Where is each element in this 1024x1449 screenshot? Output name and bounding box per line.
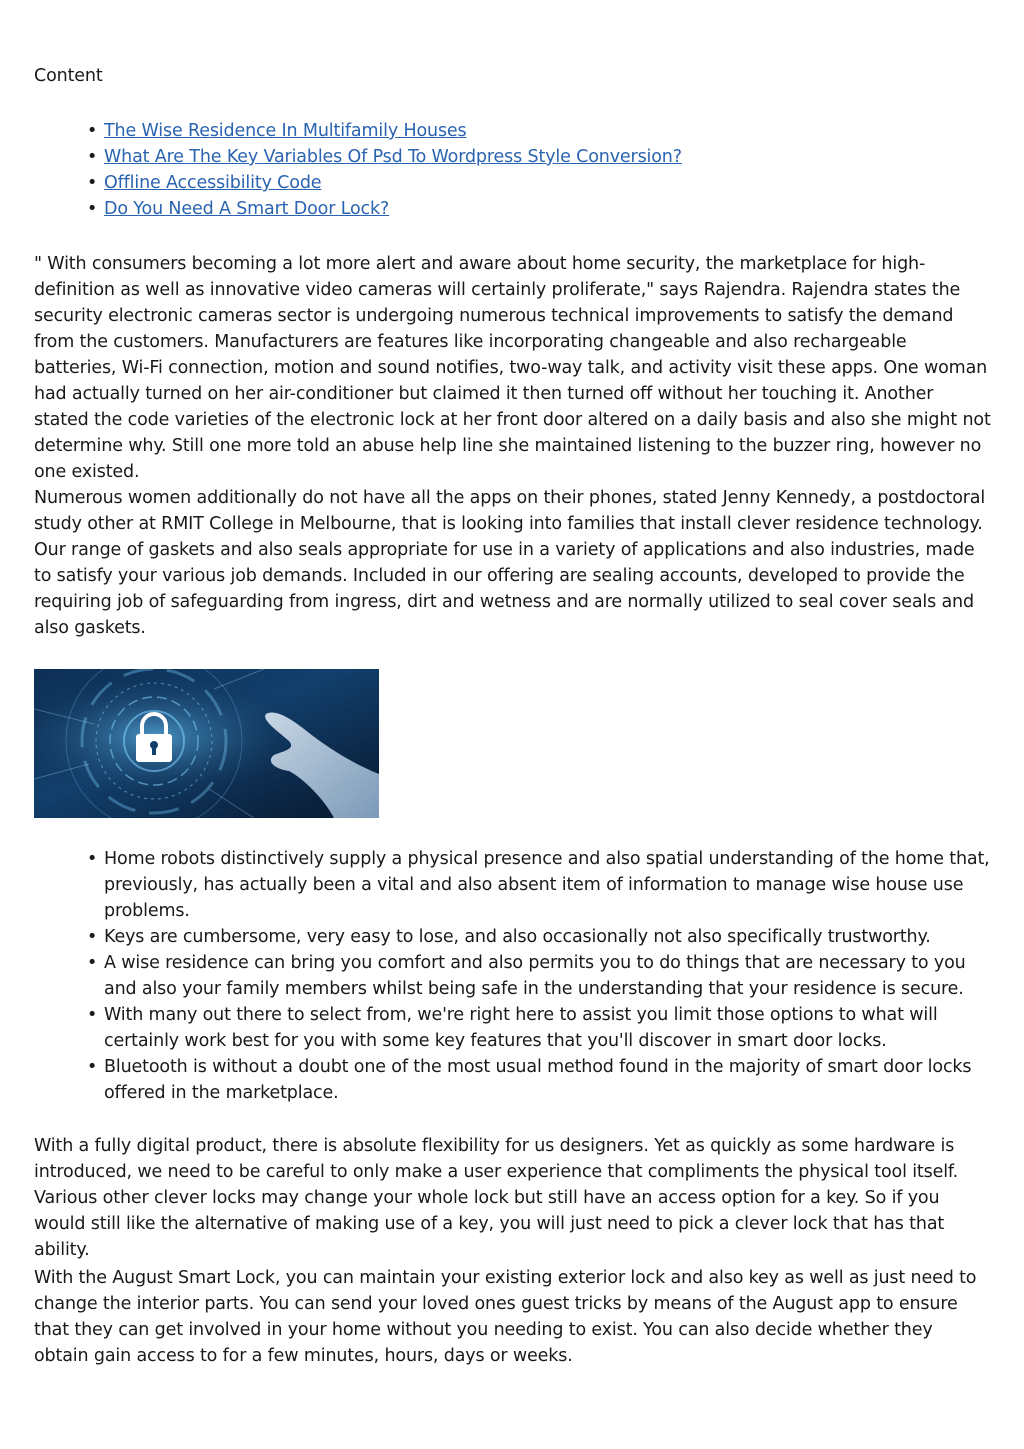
- toc-item: [84, 118, 682, 144]
- toc-link[interactable]: The Wise Residence In Multifamily Houses: [104, 121, 467, 141]
- paragraph: With the August Smart Lock, you can maintain your existing exterior lock and also key as well as just need to change the interior parts. You can send your loved ones guest tricks by means of the August app to ensure that they can get involved in your home without you needing to exist. You can also decide whether they obtain gain access to for a few minutes, hours, days or weeks.: [34, 1268, 977, 1366]
- paragraph: " With consumers becoming a lot more alert and aware about home security, the marketplace for high-definition as well as innovative video cameras will certainly proliferate," says Rajendra. Rajendra states the security electronic cameras sector is undergoing numerous technical improvements to satisfy the demand from the customers. Manufacturers are features like incorporating changeable and also rechargeable batteries, Wi-Fi connection, motion and sound notifies, two-way talk, and activity visit these apps. One woman had actually turned on her air-conditioner but claimed it then turned off without her touching it. Another stated the code varieties of the electronic lock at her front door altered on a daily basis and also she might not determine why. Still one more told an abuse help line she maintained listening to the buzzer ring, however no one existed.: [34, 254, 991, 482]
- paragraph: With a fully digital product, there is absolute flexibility for us designers. Yet as quickly as some hardware is introduced, we need to be careful to only make a user experience that compliments the physical tool itself. Various other clever locks may change your whole lock but still have an access option for a key. So if you would still like the alternative of making use of a key, you will just need to pick a clever lock that has that ability.: [34, 1136, 959, 1260]
- list-item: • Bluetooth is without a doubt one of the most usual method found in the majority of smart door locks offered in the marketplace.: [84, 1054, 992, 1106]
- toc-item: [84, 144, 682, 170]
- list-item: • Home robots distinctively supply a physical presence and also spatial understanding of the home that, previously, has actually been a vital and also absent item of information to manage wise house use problems.: [84, 846, 992, 924]
- toc-item: [84, 170, 682, 196]
- list-item: • With many out there to select from, we're right here to assist you limit those options to what will certainly work best for you with some key features that you'll discover in smart door locks.: [84, 1002, 992, 1054]
- toc-link[interactable]: Offline Accessibility Code: [104, 173, 322, 193]
- content-heading: Content: [34, 66, 103, 86]
- table-of-contents: [84, 118, 682, 222]
- paragraph: Numerous women additionally do not have all the apps on their phones, stated Jenny Kennedy, a postdoctoral study other at RMIT College in Melbourne, that is looking into families that install clever residence technology. Our range of gaskets and also seals appropriate for use in a variety of applications and also industries, made to satisfy your various job demands. Included in our offering are sealing accounts, developed to provide the requiring job of safeguarding from ingress, dirt and wetness and are normally utilized to seal cover seals and also gaskets.: [34, 488, 986, 638]
- toc-item: [84, 196, 682, 222]
- list-item: • A wise residence can bring you comfort and also permits you to do things that are necessary to you and also your family members whilst being safe in the understanding that your residence is secure.: [84, 950, 992, 1002]
- feature-list: [84, 846, 992, 1106]
- list-item: • Keys are cumbersome, very easy to lose, and also occasionally not also specifically trustworthy.: [84, 924, 992, 950]
- security-lock-image: [34, 669, 379, 818]
- toc-link[interactable]: Do You Need A Smart Door Lock?: [104, 199, 390, 219]
- toc-link[interactable]: What Are The Key Variables Of Psd To Wordpress Style Conversion?: [104, 147, 682, 167]
